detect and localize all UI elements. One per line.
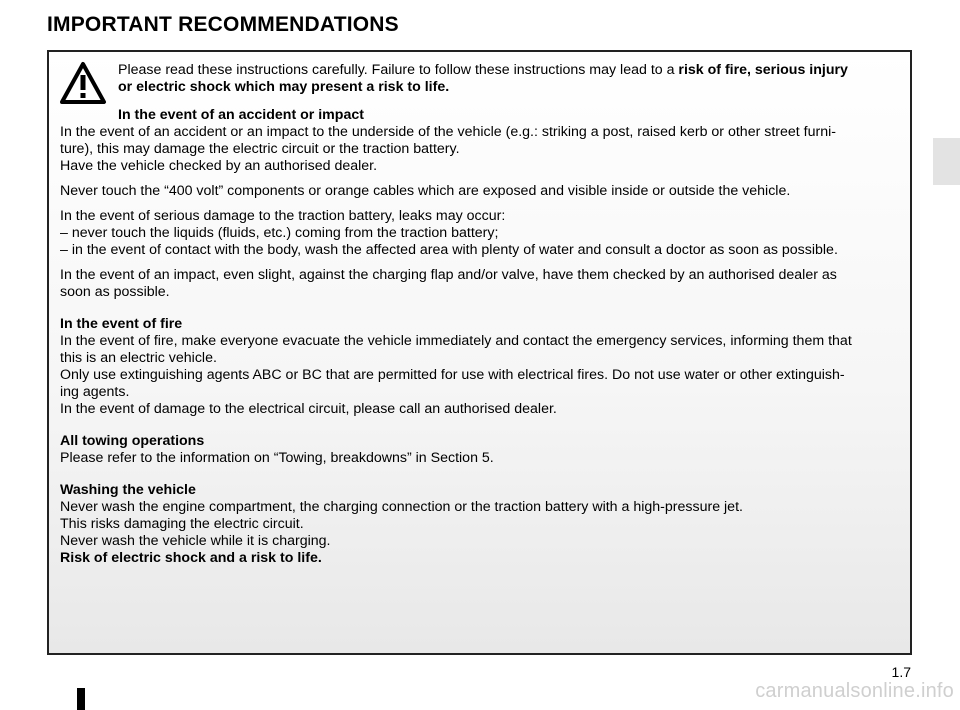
accident-text-2: ture), this may damage the electric circuit or the traction battery. [60,141,460,157]
bullet-item: – never touch the liquids (fluids, etc.) coming from the traction battery; [60,225,499,241]
page-number: 1.7 [891,664,911,680]
towing-heading: All towing operations [60,433,205,449]
washing-text-3: Never wash the vehicle while it is charging. [60,533,331,549]
bullet-item: – in the event of contact with the body, wash the affected area with plenty of water and consult a doctor as soon as possible. [60,242,838,258]
accident-text-3: Have the vehicle checked by an authorised dealer. [60,158,378,174]
washing-risk-text: Risk of electric shock and a risk to life. [60,550,322,566]
intro-text: Please read these instructions carefully. Failure to follow these instructions may lead to a [118,62,679,78]
fire-text-1: In the event of fire, make everyone evacuate the vehicle immediately and contact the emergency services, informing them that [60,333,852,349]
accident-heading: In the event of an accident or impact [118,107,364,123]
warning-box [47,50,912,655]
accident-text-1: In the event of an accident or an impact to the underside of the vehicle (e.g.: striking a post, raised kerb or other street furni- [60,124,837,140]
washing-heading: Washing the vehicle [60,482,196,498]
fire-text-2: this is an electric vehicle. [60,350,217,366]
fire-heading: In the event of fire [60,316,183,332]
fire-text-4: ing agents. [60,384,130,400]
fire-text-3: Only use extinguishing agents ABC or BC that are permitted for use with electrical fires. Do not use water or other extinguish- [60,367,845,383]
warning-content [60,62,912,567]
fire-text-5: In the event of damage to the electrical circuit, please call an authorised dealer. [60,401,557,417]
washing-text-2: This risks damaging the electric circuit. [60,516,304,532]
never-touch-text: Never touch the “400 volt” components or orange cables which are exposed and visible inside or outside the vehicle. [60,183,791,199]
washing-text-1: Never wash the engine compartment, the charging connection or the traction battery with a high-pressure jet. [60,499,743,515]
impact-text-1: In the event of an impact, even slight, against the charging flap and/or valve, have them checked by an authorised dealer as [60,267,837,283]
intro-bold-text: risk of fire, serious injury [678,62,848,78]
serious-damage-text: In the event of serious damage to the traction battery, leaks may occur: [60,208,506,224]
towing-text: Please refer to the information on “Towing, breakdowns” in Section 5. [60,450,494,466]
section-side-tab [933,138,960,185]
watermark: carmanualsonline.info [755,680,954,702]
corner-mark [77,688,85,710]
page-title: IMPORTANT RECOMMENDATIONS [47,13,399,36]
intro-paragraph [118,62,912,96]
impact-text-2: soon as possible. [60,284,170,300]
intro-bold-text-2: or electric shock which may present a risk to life. [118,79,450,95]
